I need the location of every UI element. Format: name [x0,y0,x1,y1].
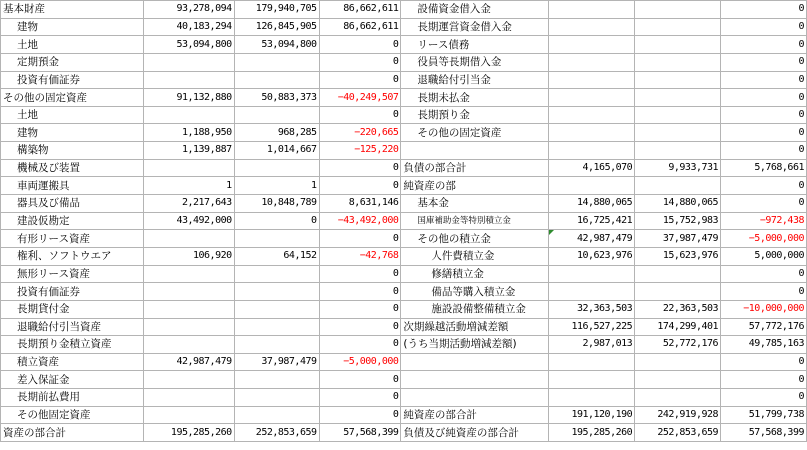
prior-year-cell[interactable] [635,1,721,19]
difference-cell[interactable]: 0 [721,124,807,142]
prior-year-cell[interactable] [234,106,319,124]
account-label-cell[interactable]: 基本財産 [1,1,144,19]
prior-year-cell[interactable]: 252,853,659 [234,424,319,442]
difference-cell[interactable]: 0 [721,53,807,71]
prior-year-cell[interactable] [234,265,319,283]
table-row [1,336,807,354]
account-label-cell[interactable] [401,353,549,371]
table-row [1,159,807,177]
account-label-cell[interactable]: その他の固定資産 [401,124,549,142]
difference-cell[interactable]: 0 [721,389,807,407]
current-year-cell[interactable] [549,142,635,160]
table-row [1,247,807,265]
current-year-cell[interactable] [549,1,635,19]
current-year-cell[interactable] [549,71,635,89]
prior-year-cell[interactable]: 22,363,503 [635,300,721,318]
difference-cell[interactable]: 57,568,399 [721,424,807,442]
table-row [1,124,807,142]
difference-cell[interactable]: 51,799,738 [721,406,807,424]
prior-year-cell[interactable] [234,230,319,248]
table-row [1,424,807,442]
account-label-cell[interactable] [401,371,549,389]
difference-cell[interactable]: 0 [721,195,807,213]
prior-year-cell[interactable] [635,124,721,142]
table-row [1,371,807,389]
current-year-cell[interactable]: 191,120,190 [549,406,635,424]
prior-year-cell[interactable] [234,159,319,177]
current-year-cell[interactable]: 195,285,260 [549,424,635,442]
difference-cell[interactable]: −42,768 [319,247,401,265]
account-label-cell[interactable]: 国庫補助金等特別積立金 [401,212,549,230]
current-year-cell[interactable]: 53,094,800 [143,36,234,54]
prior-year-cell[interactable] [635,36,721,54]
difference-cell[interactable]: 0 [319,283,401,301]
prior-year-cell[interactable] [234,406,319,424]
table-row [1,389,807,407]
current-year-cell[interactable]: 2,987,013 [549,336,635,354]
account-label-cell[interactable]: (うち当期活動増減差額) [401,336,549,354]
account-label-cell[interactable]: その他の積立金 [401,230,549,248]
current-year-cell[interactable]: 4,165,070 [549,159,635,177]
prior-year-cell[interactable]: 126,845,905 [234,18,319,36]
table-row [1,53,807,71]
difference-cell[interactable]: 0 [319,177,401,195]
prior-year-cell[interactable] [234,300,319,318]
current-year-cell[interactable] [143,159,234,177]
current-year-cell[interactable]: 2,217,643 [143,195,234,213]
difference-cell[interactable]: 0 [721,283,807,301]
prior-year-cell[interactable] [234,389,319,407]
current-year-cell[interactable]: 93,278,094 [143,1,234,19]
difference-cell[interactable]: 5,768,661 [721,159,807,177]
prior-year-cell[interactable]: 0 [234,212,319,230]
account-label-cell[interactable]: 長期預り金 [401,106,549,124]
difference-cell[interactable]: 0 [319,53,401,71]
account-label-cell[interactable]: 構築物 [1,142,144,160]
current-year-cell[interactable] [143,53,234,71]
account-label-cell[interactable]: 修繕積立金 [401,265,549,283]
account-label-cell[interactable]: リース債務 [401,36,549,54]
current-year-cell[interactable]: 195,285,260 [143,424,234,442]
table-row [1,36,807,54]
prior-year-cell[interactable] [234,318,319,336]
difference-cell[interactable]: 0 [721,106,807,124]
account-label-cell[interactable]: 器具及び備品 [1,195,144,213]
current-year-cell[interactable] [549,53,635,71]
prior-year-cell[interactable]: 174,299,401 [635,318,721,336]
table-row [1,212,807,230]
table-row [1,318,807,336]
account-label-cell[interactable]: 基本金 [401,195,549,213]
difference-cell[interactable]: 0 [319,36,401,54]
difference-cell[interactable]: 0 [721,18,807,36]
current-year-cell[interactable]: 91,132,880 [143,89,234,107]
current-year-cell[interactable] [549,389,635,407]
prior-year-cell[interactable]: 242,919,928 [635,406,721,424]
account-label-cell[interactable]: 車両運搬具 [1,177,144,195]
prior-year-cell[interactable]: 179,940,705 [234,1,319,19]
prior-year-cell[interactable]: 15,752,983 [635,212,721,230]
table-row [1,283,807,301]
prior-year-cell[interactable] [635,53,721,71]
current-year-cell[interactable] [549,124,635,142]
difference-cell[interactable]: −5,000,000 [319,353,401,371]
account-label-cell[interactable] [401,142,549,160]
prior-year-cell[interactable]: 10,848,789 [234,195,319,213]
prior-year-cell[interactable]: 1 [234,177,319,195]
current-year-cell[interactable] [549,283,635,301]
current-year-cell[interactable]: 42,987,479 [549,230,635,248]
prior-year-cell[interactable]: 64,152 [234,247,319,265]
current-year-cell[interactable]: 43,492,000 [143,212,234,230]
account-label-cell[interactable]: 投資有価証券 [1,283,144,301]
current-year-cell[interactable] [549,18,635,36]
prior-year-cell[interactable] [635,142,721,160]
difference-cell[interactable]: −43,492,000 [319,212,401,230]
difference-cell[interactable]: 0 [721,142,807,160]
current-year-cell[interactable] [143,283,234,301]
prior-year-cell[interactable] [635,18,721,36]
current-year-cell[interactable]: 32,363,503 [549,300,635,318]
table-row [1,353,807,371]
account-label-cell[interactable]: 長期未払金 [401,89,549,107]
prior-year-cell[interactable]: 1,014,667 [234,142,319,160]
difference-cell[interactable]: −220,665 [319,124,401,142]
difference-cell[interactable]: 86,662,611 [319,18,401,36]
current-year-cell[interactable]: 42,987,479 [143,353,234,371]
table-row [1,18,807,36]
account-label-cell[interactable]: 定期預金 [1,53,144,71]
current-year-cell[interactable] [143,389,234,407]
table-row [1,177,807,195]
prior-year-cell[interactable]: 968,285 [234,124,319,142]
difference-cell[interactable]: 0 [721,265,807,283]
account-label-cell[interactable]: 負債の部合計 [401,159,549,177]
account-label-cell[interactable]: 長期運営資金借入金 [401,18,549,36]
prior-year-cell[interactable] [234,283,319,301]
difference-cell[interactable]: 0 [721,71,807,89]
prior-year-cell[interactable] [635,389,721,407]
prior-year-cell[interactable] [234,53,319,71]
difference-cell[interactable]: −125,220 [319,142,401,160]
difference-cell[interactable]: 0 [721,371,807,389]
current-year-cell[interactable] [143,230,234,248]
current-year-cell[interactable] [143,336,234,354]
account-label-cell[interactable]: その他の固定資産 [1,89,144,107]
account-label-cell[interactable]: 建設仮勘定 [1,212,144,230]
current-year-cell[interactable]: 106,920 [143,247,234,265]
table-row [1,89,807,107]
table-row [1,1,807,19]
difference-cell[interactable]: 0 [319,371,401,389]
account-label-cell[interactable]: 資産の部合計 [1,424,144,442]
current-year-cell[interactable] [549,106,635,124]
difference-cell[interactable]: −972,438 [721,212,807,230]
account-label-cell[interactable]: 有形リース資産 [1,230,144,248]
prior-year-cell[interactable] [635,106,721,124]
account-label-cell[interactable]: 人件費積立金 [401,247,549,265]
account-label-cell[interactable]: 建物 [1,124,144,142]
current-year-cell[interactable] [549,371,635,389]
account-label-cell[interactable]: 施設設備整備積立金 [401,300,549,318]
prior-year-cell[interactable] [234,336,319,354]
difference-cell[interactable]: 0 [721,36,807,54]
sheet-body [1,1,807,442]
difference-cell[interactable]: 0 [319,318,401,336]
difference-cell[interactable]: 0 [721,177,807,195]
prior-year-cell[interactable]: 37,987,479 [635,230,721,248]
account-label-cell[interactable]: 長期預り金積立資産 [1,336,144,354]
account-label-cell[interactable]: 次期繰越活動増減差額 [401,318,549,336]
prior-year-cell[interactable] [635,265,721,283]
prior-year-cell[interactable] [635,353,721,371]
difference-cell[interactable]: 5,000,000 [721,247,807,265]
account-label-cell[interactable]: 無形リース資産 [1,265,144,283]
account-label-cell[interactable]: 土地 [1,106,144,124]
difference-cell[interactable]: 0 [319,265,401,283]
current-year-cell[interactable] [143,406,234,424]
difference-cell[interactable]: 49,785,163 [721,336,807,354]
account-label-cell[interactable]: 純資産の部合計 [401,406,549,424]
current-year-cell[interactable]: 1 [143,177,234,195]
current-year-cell[interactable] [549,177,635,195]
table-row [1,195,807,213]
prior-year-cell[interactable]: 15,623,976 [635,247,721,265]
difference-cell[interactable]: 0 [319,159,401,177]
difference-cell[interactable]: 0 [721,353,807,371]
prior-year-cell[interactable] [635,89,721,107]
account-label-cell[interactable]: 長期前払費用 [1,389,144,407]
account-label-cell[interactable]: 役員等長期借入金 [401,53,549,71]
difference-cell[interactable]: 0 [721,89,807,107]
current-year-cell[interactable] [549,36,635,54]
current-year-cell[interactable]: 1,188,950 [143,124,234,142]
table-row [1,71,807,89]
account-label-cell[interactable]: 権利、ソフトウエア [1,247,144,265]
current-year-cell[interactable]: 10,623,976 [549,247,635,265]
current-year-cell[interactable]: 14,880,065 [549,195,635,213]
prior-year-cell[interactable] [635,177,721,195]
difference-cell[interactable]: −40,249,507 [319,89,401,107]
difference-cell[interactable]: 0 [319,389,401,407]
current-year-cell[interactable] [143,300,234,318]
account-label-cell[interactable]: 機械及び装置 [1,159,144,177]
prior-year-cell[interactable] [234,371,319,389]
account-label-cell[interactable] [401,389,549,407]
difference-cell[interactable]: −5,000,000 [721,230,807,248]
current-year-cell[interactable] [143,318,234,336]
difference-cell[interactable]: 0 [319,336,401,354]
difference-cell[interactable]: 0 [319,406,401,424]
current-year-cell[interactable] [143,106,234,124]
current-year-cell[interactable] [143,265,234,283]
prior-year-cell[interactable]: 14,880,065 [635,195,721,213]
account-label-cell[interactable]: 積立資産 [1,353,144,371]
prior-year-cell[interactable]: 252,853,659 [635,424,721,442]
table-row [1,265,807,283]
account-label-cell[interactable]: 負債及び純資産の部合計 [401,424,549,442]
difference-cell[interactable]: 0 [319,106,401,124]
current-year-cell[interactable] [549,265,635,283]
table-row [1,406,807,424]
account-label-cell[interactable]: その他固定資産 [1,406,144,424]
account-label-cell[interactable]: 純資産の部 [401,177,549,195]
difference-cell[interactable]: 8,631,146 [319,195,401,213]
current-year-cell[interactable]: 116,527,225 [549,318,635,336]
account-label-cell[interactable]: 差入保証金 [1,371,144,389]
current-year-cell[interactable]: 40,183,294 [143,18,234,36]
difference-cell[interactable]: 0 [319,300,401,318]
prior-year-cell[interactable]: 53,094,800 [234,36,319,54]
prior-year-cell[interactable] [635,71,721,89]
account-label-cell[interactable]: 長期貸付金 [1,300,144,318]
difference-cell[interactable]: −10,000,000 [721,300,807,318]
account-label-cell[interactable]: 土地 [1,36,144,54]
current-year-cell[interactable] [549,353,635,371]
prior-year-cell[interactable]: 37,987,479 [234,353,319,371]
prior-year-cell[interactable] [234,71,319,89]
prior-year-cell[interactable] [635,283,721,301]
table-row [1,106,807,124]
prior-year-cell[interactable]: 50,883,373 [234,89,319,107]
table-row [1,142,807,160]
current-year-cell[interactable] [143,71,234,89]
account-label-cell[interactable]: 投資有価証券 [1,71,144,89]
prior-year-cell[interactable] [635,371,721,389]
current-year-cell[interactable] [549,89,635,107]
difference-cell[interactable]: 0 [721,1,807,19]
difference-cell[interactable]: 0 [319,71,401,89]
account-label-cell[interactable]: 建物 [1,18,144,36]
table-row [1,230,807,248]
current-year-cell[interactable] [143,371,234,389]
prior-year-cell[interactable]: 52,772,176 [635,336,721,354]
table-row [1,300,807,318]
account-label-cell[interactable]: 設備資金借入金 [401,1,549,19]
difference-cell[interactable]: 57,772,176 [721,318,807,336]
account-label-cell[interactable]: 退職給付引当資産 [1,318,144,336]
prior-year-cell[interactable]: 9,933,731 [635,159,721,177]
current-year-cell[interactable]: 1,139,887 [143,142,234,160]
difference-cell[interactable]: 57,568,399 [319,424,401,442]
difference-cell[interactable]: 0 [319,230,401,248]
current-year-cell[interactable]: 16,725,421 [549,212,635,230]
difference-cell[interactable]: 86,662,611 [319,1,401,19]
account-label-cell[interactable]: 備品等購入積立金 [401,283,549,301]
account-label-cell[interactable]: 退職給付引当金 [401,71,549,89]
